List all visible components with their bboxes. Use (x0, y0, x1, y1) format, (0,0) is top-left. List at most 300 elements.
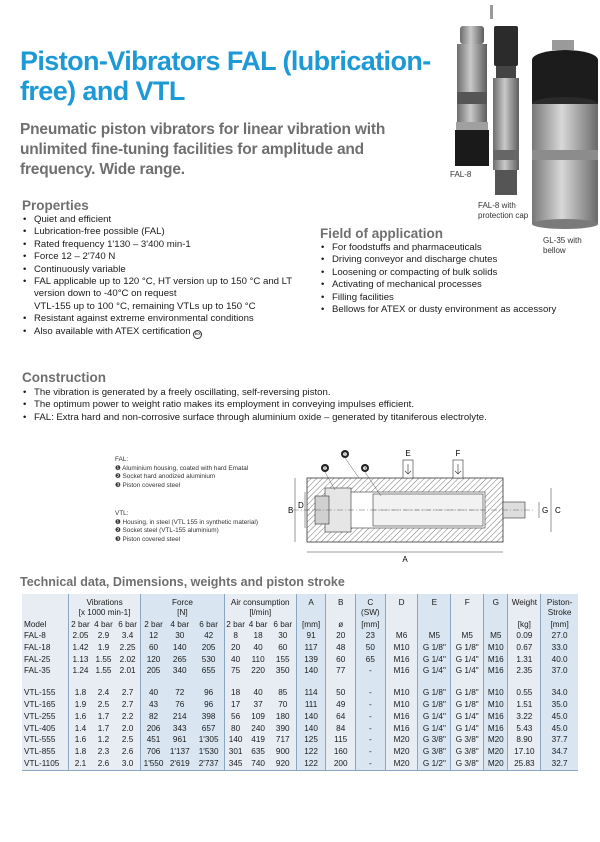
table-cell: 717 (270, 734, 297, 746)
table-cell: - (356, 723, 386, 735)
table-cell: 5.43 (508, 723, 541, 735)
table-cell: 2.1 (69, 758, 92, 770)
table-cell: M5 (418, 630, 451, 642)
cell-model: VTL-555 (22, 734, 69, 746)
cell-model: VTL-1105 (22, 758, 69, 770)
table-cell: 40 (224, 654, 246, 666)
table-cell: M16 (484, 654, 508, 666)
table-cell: - (356, 699, 386, 711)
table-cell: G 1/4" (451, 654, 484, 666)
table-cell: 12 (141, 630, 166, 642)
table-cell: 1.31 (508, 654, 541, 666)
product-photos (440, 0, 600, 270)
table-cell: 160 (326, 746, 356, 758)
table-cell: 0.09 (508, 630, 541, 642)
table-cell: M10 (385, 687, 418, 699)
table-cell: 125 (296, 734, 326, 746)
th-bar: 4 bar (246, 618, 269, 630)
table-cell: 1.6 (69, 734, 92, 746)
table-cell: 84 (326, 723, 356, 735)
cell-model: VTL-405 (22, 723, 69, 735)
th-vib-unit: [x 1000 min-1] (69, 608, 141, 618)
table-cell: 1'305 (194, 734, 225, 746)
table-cell: 740 (246, 758, 269, 770)
table-cell: 1'137 (166, 746, 194, 758)
list-item: • Bellows for ATEX or dusty environment as accessory (320, 304, 570, 316)
table-cell: 2.25 (115, 642, 140, 654)
table-cell: 1.42 (69, 642, 92, 654)
table-cell: 111 (296, 699, 326, 711)
ref-1: ❶ (342, 452, 348, 458)
table-cell: 345 (224, 758, 246, 770)
table-cell: 214 (166, 711, 194, 723)
table-cell: 3.4 (115, 630, 140, 642)
legend-vtl (115, 510, 305, 544)
th-d: D (385, 594, 418, 608)
table-cell: - (356, 711, 386, 723)
table-row (22, 687, 578, 699)
th-bar: 2 bar (141, 618, 166, 630)
table-cell: 0.67 (508, 642, 541, 654)
table-cell: 60 (326, 654, 356, 666)
table-cell: G 3/8" (451, 734, 484, 746)
list-item (22, 326, 322, 339)
table-cell: G 1/4" (418, 723, 451, 735)
table-row (22, 734, 578, 746)
cell-model: VTL-155 (22, 687, 69, 699)
list-item: VTL-155 up to 100 °C, remaining VTLs up to 150 °C (34, 300, 256, 312)
table-cell: 301 (224, 746, 246, 758)
table-cell: 17.10 (508, 746, 541, 758)
list-item: • For foodstuffs and pharmaceuticals (320, 242, 570, 254)
table-cell: 398 (194, 711, 225, 723)
list-item: • Activating of mechanical processes (320, 279, 570, 291)
table-cell: 2'619 (166, 758, 194, 770)
table-cell: 33.0 (541, 642, 578, 654)
table-cell: 80 (224, 723, 246, 735)
table-cell: 206 (141, 723, 166, 735)
table-cell: 2.5 (115, 734, 140, 746)
table-cell: 657 (194, 723, 225, 735)
table-cell: 2.6 (115, 746, 140, 758)
legend-item: ❶ Housing, in steel (VTL 155 in synthetic material) (115, 518, 258, 526)
th-bar: 2 bar (69, 618, 92, 630)
cell-model: FAL-8 (22, 630, 69, 642)
table-cell: 37.7 (541, 734, 578, 746)
caption-gl-35: GL-35 with bellow (543, 236, 582, 255)
dim-d: D (298, 501, 304, 510)
th-bar: 6 bar (115, 618, 140, 630)
th-unit: [mm] (296, 618, 326, 630)
list-item: • Driving conveyor and discharge chutes (320, 254, 570, 266)
table-cell: 140 (166, 642, 194, 654)
list-item: • The vibration is generated by a freely oscillating, self-reversing piston. (22, 387, 582, 399)
table-cell: 961 (166, 734, 194, 746)
table-cell: 900 (270, 746, 297, 758)
table-cell: 2.35 (508, 665, 541, 677)
table-cell: 1.4 (69, 723, 92, 735)
legend-item: ❷ Socket steel (VTL-155 aluminium) (115, 527, 219, 535)
legend-title: VTL: (115, 510, 129, 517)
table-cell: 60 (141, 642, 166, 654)
table-cell: 50 (326, 687, 356, 699)
table-cell: 140 (224, 734, 246, 746)
table-cell: M5 (451, 630, 484, 642)
table-cell: 220 (246, 665, 269, 677)
table-cell: 240 (246, 723, 269, 735)
table-row (22, 746, 578, 758)
table-cell: G 1/8" (451, 699, 484, 711)
table-cell: - (356, 758, 386, 770)
table-cell: 56 (224, 711, 246, 723)
table-cell: G 1/4" (418, 711, 451, 723)
table-cell: G 3/8" (451, 746, 484, 758)
table-cell: 96 (194, 699, 225, 711)
table-cell: 34.0 (541, 687, 578, 699)
table-cell: 109 (246, 711, 269, 723)
table-cell: M16 (484, 711, 508, 723)
legend-title: FAL: (115, 456, 129, 463)
table-cell: 122 (296, 758, 326, 770)
table-cell: 2.5 (92, 699, 115, 711)
th-e: E (418, 594, 451, 608)
table-cell: 37 (246, 699, 269, 711)
table-cell: 1.8 (69, 746, 92, 758)
table-cell: 2.01 (115, 665, 140, 677)
table-cell: 45.0 (541, 711, 578, 723)
table-cell: 1.51 (508, 699, 541, 711)
list-item: • Lubrication-free possible (FAL) (22, 226, 322, 238)
table-cell: M16 (385, 654, 418, 666)
table-cell: G 1/4" (451, 711, 484, 723)
list-item: • The optimum power to weight ratio makes its employment in conveying impulses efficient. (22, 399, 582, 411)
table-row (22, 711, 578, 723)
table-cell: 706 (141, 746, 166, 758)
table-cell: 155 (270, 654, 297, 666)
list-item: • FAL: Extra hard and non-corrosive surface through aluminium oxide – generated by titaniferous electrolyte. (22, 412, 582, 424)
th-unit: ø (326, 618, 356, 630)
ref-3: ❸ (362, 466, 368, 472)
th-unit: [kg] (508, 618, 541, 630)
table-cell: M16 (484, 665, 508, 677)
table-cell: 60 (270, 642, 297, 654)
table-cell: 1.7 (92, 723, 115, 735)
table-cell: 115 (326, 734, 356, 746)
table-cell: G 1/4" (451, 665, 484, 677)
list-item: • Continuously variable (22, 264, 322, 276)
th-model: Model (22, 618, 69, 630)
table-cell: 30 (270, 630, 297, 642)
table-cell: 37.0 (541, 665, 578, 677)
table-cell: 390 (270, 723, 297, 735)
table-cell: M16 (385, 723, 418, 735)
table-cell: 140 (296, 723, 326, 735)
table-cell: M10 (484, 642, 508, 654)
page-title: Piston-Vibrators FAL (lubrication-free) and VTL (20, 46, 431, 106)
table-cell: 40 (141, 687, 166, 699)
th-c: C (356, 594, 386, 608)
table-cell: 2.6 (92, 758, 115, 770)
th-force-unit: [N] (141, 608, 225, 618)
table-cell: M20 (484, 746, 508, 758)
table-row (22, 665, 578, 677)
table-title: Technical data, Dimensions, weights and piston stroke (20, 575, 345, 589)
table-cell: 120 (141, 654, 166, 666)
table-row (22, 630, 578, 642)
dim-c: C (555, 506, 561, 515)
th-air-unit: [l/min] (224, 608, 296, 618)
cross-section-drawing (285, 442, 575, 572)
table-cell: - (356, 687, 386, 699)
table-cell: 85 (270, 687, 297, 699)
table-cell: 1'550 (141, 758, 166, 770)
legend-fal (115, 456, 305, 490)
table-cell: 180 (270, 711, 297, 723)
table-cell: 32.7 (541, 758, 578, 770)
th-air: Air consumption (224, 594, 296, 608)
photo-fal-8-cap (493, 26, 519, 195)
table-cell: 30 (166, 630, 194, 642)
table-cell: 140 (296, 665, 326, 677)
table-cell: 2.05 (69, 630, 92, 642)
list-item: • Rated frequency 1'130 – 3'400 min-1 (22, 239, 322, 251)
caption-fal-8: FAL-8 (450, 170, 472, 179)
table-cell: 91 (296, 630, 326, 642)
table-row (22, 642, 578, 654)
table-cell: 1.24 (69, 665, 92, 677)
table-cell: 70 (270, 699, 297, 711)
table-cell: 45.0 (541, 723, 578, 735)
table-cell: 2'737 (194, 758, 225, 770)
th-bar: 4 bar (166, 618, 194, 630)
table-cell: 43 (141, 699, 166, 711)
th-bar: 2 bar (224, 618, 246, 630)
legend-item: ❷ Socket hard anodized aluminium (115, 473, 216, 481)
page-subtitle: Pneumatic piston vibrators for linear vibration with unlimited fine-tuning facilities for amplitude and frequency. Wide range. (20, 121, 386, 178)
list-item: • Loosening or compacting of bulk solids (320, 267, 570, 279)
table-cell: G 3/8" (451, 758, 484, 770)
table-cell: 139 (296, 654, 326, 666)
ref-2: ❷ (322, 466, 328, 472)
th-stroke: Piston- (541, 594, 578, 608)
table-cell: 96 (194, 687, 225, 699)
table-cell: 27.0 (541, 630, 578, 642)
table-cell: M20 (484, 758, 508, 770)
dim-f: F (455, 449, 461, 458)
th-vibrations: Vibrations (69, 594, 141, 608)
th-a: A (296, 594, 326, 608)
table-cell: 3.22 (508, 711, 541, 723)
table-cell: M6 (385, 630, 418, 642)
cell-model: FAL-18 (22, 642, 69, 654)
list-item: • Force 12 – 2'740 N (22, 251, 322, 263)
properties-heading: Properties (22, 198, 89, 213)
table-cell: 48 (326, 642, 356, 654)
table-cell: 2.9 (92, 630, 115, 642)
table-cell: 1.9 (69, 699, 92, 711)
cell-model: FAL-35 (22, 665, 69, 677)
table-cell: M10 (385, 642, 418, 654)
list-item: • FAL applicable up to 120 °C, HT version up to 150 °C and LT version down to -40°C on request (22, 276, 322, 301)
table-cell: 1.8 (69, 687, 92, 699)
table-cell: 340 (166, 665, 194, 677)
caption-fal-8-cap: FAL-8 with protection cap (478, 201, 529, 220)
table-cell: 0.55 (508, 687, 541, 699)
table-cell: 122 (296, 746, 326, 758)
table-cell: 34.7 (541, 746, 578, 758)
table-cell: 2.7 (115, 687, 140, 699)
table-cell: 72 (166, 687, 194, 699)
table-cell: 2.0 (115, 723, 140, 735)
table-cell: M10 (484, 687, 508, 699)
table-row (22, 654, 578, 666)
table-cell: 18 (246, 630, 269, 642)
table-cell: 8.90 (508, 734, 541, 746)
table-cell: M5 (484, 630, 508, 642)
table-cell: M16 (385, 711, 418, 723)
table-row (22, 758, 578, 770)
table-cell: 635 (246, 746, 269, 758)
table-cell: M10 (484, 699, 508, 711)
table-cell: 451 (141, 734, 166, 746)
th-force: Force (141, 594, 225, 608)
dim-a: A (402, 555, 408, 564)
th-stroke2: Stroke (541, 608, 578, 618)
table-cell: G 3/8" (418, 734, 451, 746)
table-cell: 530 (194, 654, 225, 666)
table-cell: M20 (484, 734, 508, 746)
legend-item: ❸ Piston covered steel (115, 535, 181, 543)
construction-list (22, 387, 582, 424)
th-bar: 4 bar (92, 618, 115, 630)
table-cell: 1.55 (92, 654, 115, 666)
table-cell: 1.2 (92, 734, 115, 746)
construction-diagram (115, 442, 575, 572)
table-cell: 265 (166, 654, 194, 666)
table-cell: 20 (326, 630, 356, 642)
legend-item: ❸ Piston covered steel (115, 481, 181, 489)
table-cell: 114 (296, 687, 326, 699)
table-cell: 200 (326, 758, 356, 770)
table-cell: 65 (356, 654, 386, 666)
table-cell: G 1/2" (418, 758, 451, 770)
row-spacer (22, 677, 578, 687)
table-cell: 1.7 (92, 711, 115, 723)
table-cell: 419 (246, 734, 269, 746)
table-cell: 64 (326, 711, 356, 723)
field-heading: Field of application (320, 226, 444, 241)
table-row (22, 699, 578, 711)
table-cell: 140 (296, 711, 326, 723)
table-cell: 343 (166, 723, 194, 735)
table-cell: 655 (194, 665, 225, 677)
cell-model: VTL-255 (22, 711, 69, 723)
th-empty (22, 594, 69, 608)
table-cell: - (356, 665, 386, 677)
th-unit: [mm] (356, 618, 386, 630)
table-cell: G 1/4" (418, 665, 451, 677)
table-cell: 2.4 (92, 687, 115, 699)
table-cell: M10 (385, 699, 418, 711)
table-cell: G 1/8" (451, 687, 484, 699)
table-cell: 1'530 (194, 746, 225, 758)
table-cell: G 1/8" (418, 687, 451, 699)
table-cell: 1.13 (69, 654, 92, 666)
table-cell: 920 (270, 758, 297, 770)
table-cell: G 1/4" (418, 654, 451, 666)
table-cell: M16 (484, 723, 508, 735)
table-cell: 205 (194, 642, 225, 654)
table-cell: 205 (141, 665, 166, 677)
table-cell: 2.3 (92, 746, 115, 758)
properties-list (22, 214, 322, 339)
th-bar: 6 bar (270, 618, 297, 630)
list-item: • Filling facilities (320, 292, 570, 304)
table-cell: 25.83 (508, 758, 541, 770)
dim-b: B (288, 506, 294, 515)
table-cell: 23 (356, 630, 386, 642)
table-cell: 110 (246, 654, 269, 666)
table-cell: G 3/8" (418, 746, 451, 758)
table-cell: M16 (385, 665, 418, 677)
table-cell: G 1/4" (451, 723, 484, 735)
table-cell: 8 (224, 630, 246, 642)
table-cell: 76 (166, 699, 194, 711)
table-cell: - (356, 746, 386, 758)
table-cell: 20 (224, 642, 246, 654)
table-cell: 50 (356, 642, 386, 654)
table-cell: M20 (385, 758, 418, 770)
table-cell: G 1/8" (418, 699, 451, 711)
list-item: • Quiet and efficient (22, 214, 322, 226)
construction-heading: Construction (22, 370, 106, 385)
th-b: B (326, 594, 356, 608)
table-cell: 35.0 (541, 699, 578, 711)
table-cell: 117 (296, 642, 326, 654)
table-cell: 75 (224, 665, 246, 677)
th-c-sw: (SW) (356, 608, 386, 618)
table-cell: 1.55 (92, 665, 115, 677)
th-f: F (451, 594, 484, 608)
table-cell: 1.6 (69, 711, 92, 723)
cell-model: FAL-25 (22, 654, 69, 666)
table-cell: 17 (224, 699, 246, 711)
th-weight: Weight (508, 594, 541, 608)
field-list (320, 242, 570, 316)
table-cell: 2.7 (115, 699, 140, 711)
table-cell: 18 (224, 687, 246, 699)
table-cell: G 1/8" (451, 642, 484, 654)
table-row (22, 723, 578, 735)
table-cell: 1.9 (92, 642, 115, 654)
photo-fal-8 (455, 5, 493, 166)
dim-e: E (405, 449, 411, 458)
legend-item: ❶ Aluminium housing, coated with hard Ematal (115, 464, 249, 472)
dim-g: G (542, 506, 549, 515)
table-cell: 40 (246, 642, 269, 654)
table-cell: 77 (326, 665, 356, 677)
cell-model: VTL-165 (22, 699, 69, 711)
table-cell: 350 (270, 665, 297, 677)
th-bar: 6 bar (194, 618, 225, 630)
cell-model: VTL-855 (22, 746, 69, 758)
table-cell: 49 (326, 699, 356, 711)
list-item: • Resistant against extreme environmental conditions (22, 313, 322, 325)
table-cell: 40 (246, 687, 269, 699)
atex-icon: Ex (194, 330, 201, 337)
table-cell: 40.0 (541, 654, 578, 666)
table-cell: 2.2 (115, 711, 140, 723)
